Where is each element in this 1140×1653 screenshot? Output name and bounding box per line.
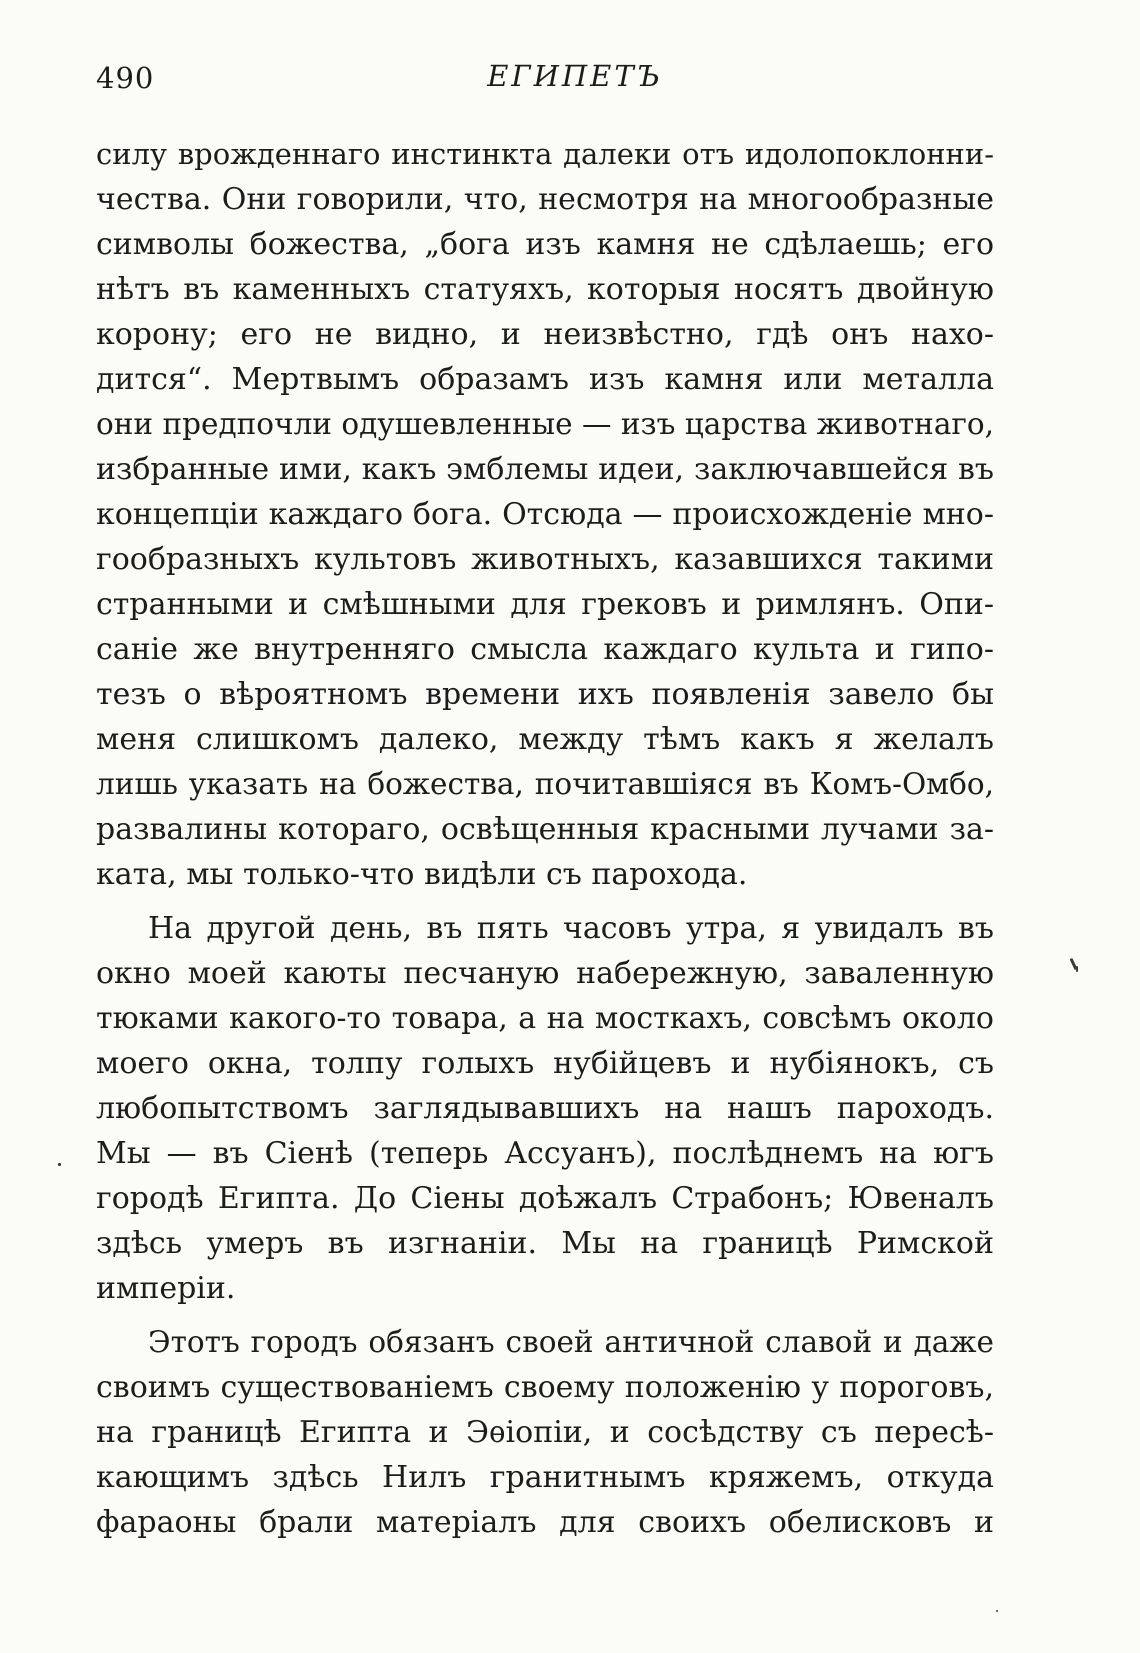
text-line: развалины котораго, освѣщенныя красными лучами за- (96, 812, 994, 847)
text-line: окно моей каюты песчаную набережную, заваленную (96, 956, 994, 991)
text-line: своимъ существованіемъ своему положенію у пороговъ, (96, 1370, 994, 1405)
text-line: странными и смѣшными для грековъ и римлянъ. Опи- (96, 587, 994, 622)
paragraph-2 (96, 906, 994, 1311)
text-line: тюками какого-то товара, а на мосткахъ, совсѣмъ около (96, 1001, 994, 1036)
scan-speck (996, 1610, 998, 1612)
text-line: меня слишкомъ далеко, между тѣмъ какъ я желалъ (96, 722, 994, 757)
text-line: Этотъ городъ обязанъ своей античной славой и даже (148, 1325, 994, 1359)
text-line: символы божества, „бога изъ камня не сдѣлаешь; его (96, 227, 994, 262)
scan-speck (1076, 966, 1078, 972)
text-line: силу врожденнаго инстинкта далеки отъ идолопоклонни- (96, 137, 994, 171)
text-line: они предпочли одушевленные — изъ царства животнаго, (96, 407, 994, 441)
text-line: здѣсь умеръ въ изгнаніи. Мы на границѣ Римской (96, 1226, 994, 1261)
text-line: ката, мы только-что видѣли съ парохода. (96, 857, 748, 892)
text-line: тезъ о вѣроятномъ времени ихъ появленія завело бы (96, 677, 994, 712)
text-line: На другой день, въ пять часовъ утра, я увидалъ въ (148, 911, 994, 946)
text-line: Мы — въ Сіенѣ (теперь Ассуанъ), послѣднемъ на югъ (96, 1136, 994, 1171)
paragraph-gap (96, 1311, 994, 1320)
paragraph-1 (96, 132, 994, 897)
paragraph-3 (96, 1320, 994, 1545)
scan-speck (58, 1163, 61, 1166)
text-line: избранные ими, какъ эмблемы идеи, заключавшейся въ (96, 452, 994, 487)
text-line: кающимъ здѣсь Нилъ гранитнымъ кряжемъ, откуда (96, 1460, 994, 1495)
text-line: чества. Они говорили, что, несмотря на многообразные (96, 182, 994, 217)
running-title: ЕГИПЕТЪ (487, 59, 663, 93)
text-line: любопытствомъ заглядывавшихъ на нашъ пароходъ. (96, 1091, 994, 1126)
text-line: моего окна, толпу голыхъ нубійцевъ и нубіянокъ, съ (96, 1046, 994, 1081)
text-line: санie же внутренняго смысла каждаго культа и гипо- (96, 632, 994, 667)
text-line: корону; его не видно, и неизвѣстно, гдѣ онъ нахо- (96, 317, 994, 352)
text-line: гообразныхъ культовъ животныхъ, казавшихся такими (96, 542, 994, 577)
text-line: городѣ Египта. До Сіены доѣжалъ Страбонъ; Ювеналъ (96, 1181, 994, 1216)
text-line: на границѣ Египта и Эѳіопіи, и сосѣдству съ пересѣ- (96, 1415, 994, 1450)
body-text (96, 132, 994, 1545)
text-line: концепціи каждаго бога. Отсюда — происхожденіе мно- (96, 497, 994, 532)
text-line: дится“. Мертвымъ образамъ изъ камня или металла (96, 362, 994, 397)
page-number: 490 (96, 61, 155, 95)
text-line: фараоны брали матеріалъ для своихъ обелисковъ и (96, 1505, 994, 1540)
text-line: лишь указать на божества, почитавшіяся въ Комъ-Омбо, (96, 767, 994, 801)
paragraph-gap (96, 897, 994, 906)
text-line: нѣтъ въ каменныхъ статуяхъ, которыя носятъ двойную (96, 272, 994, 307)
text-line: имперіи. (96, 1271, 236, 1306)
